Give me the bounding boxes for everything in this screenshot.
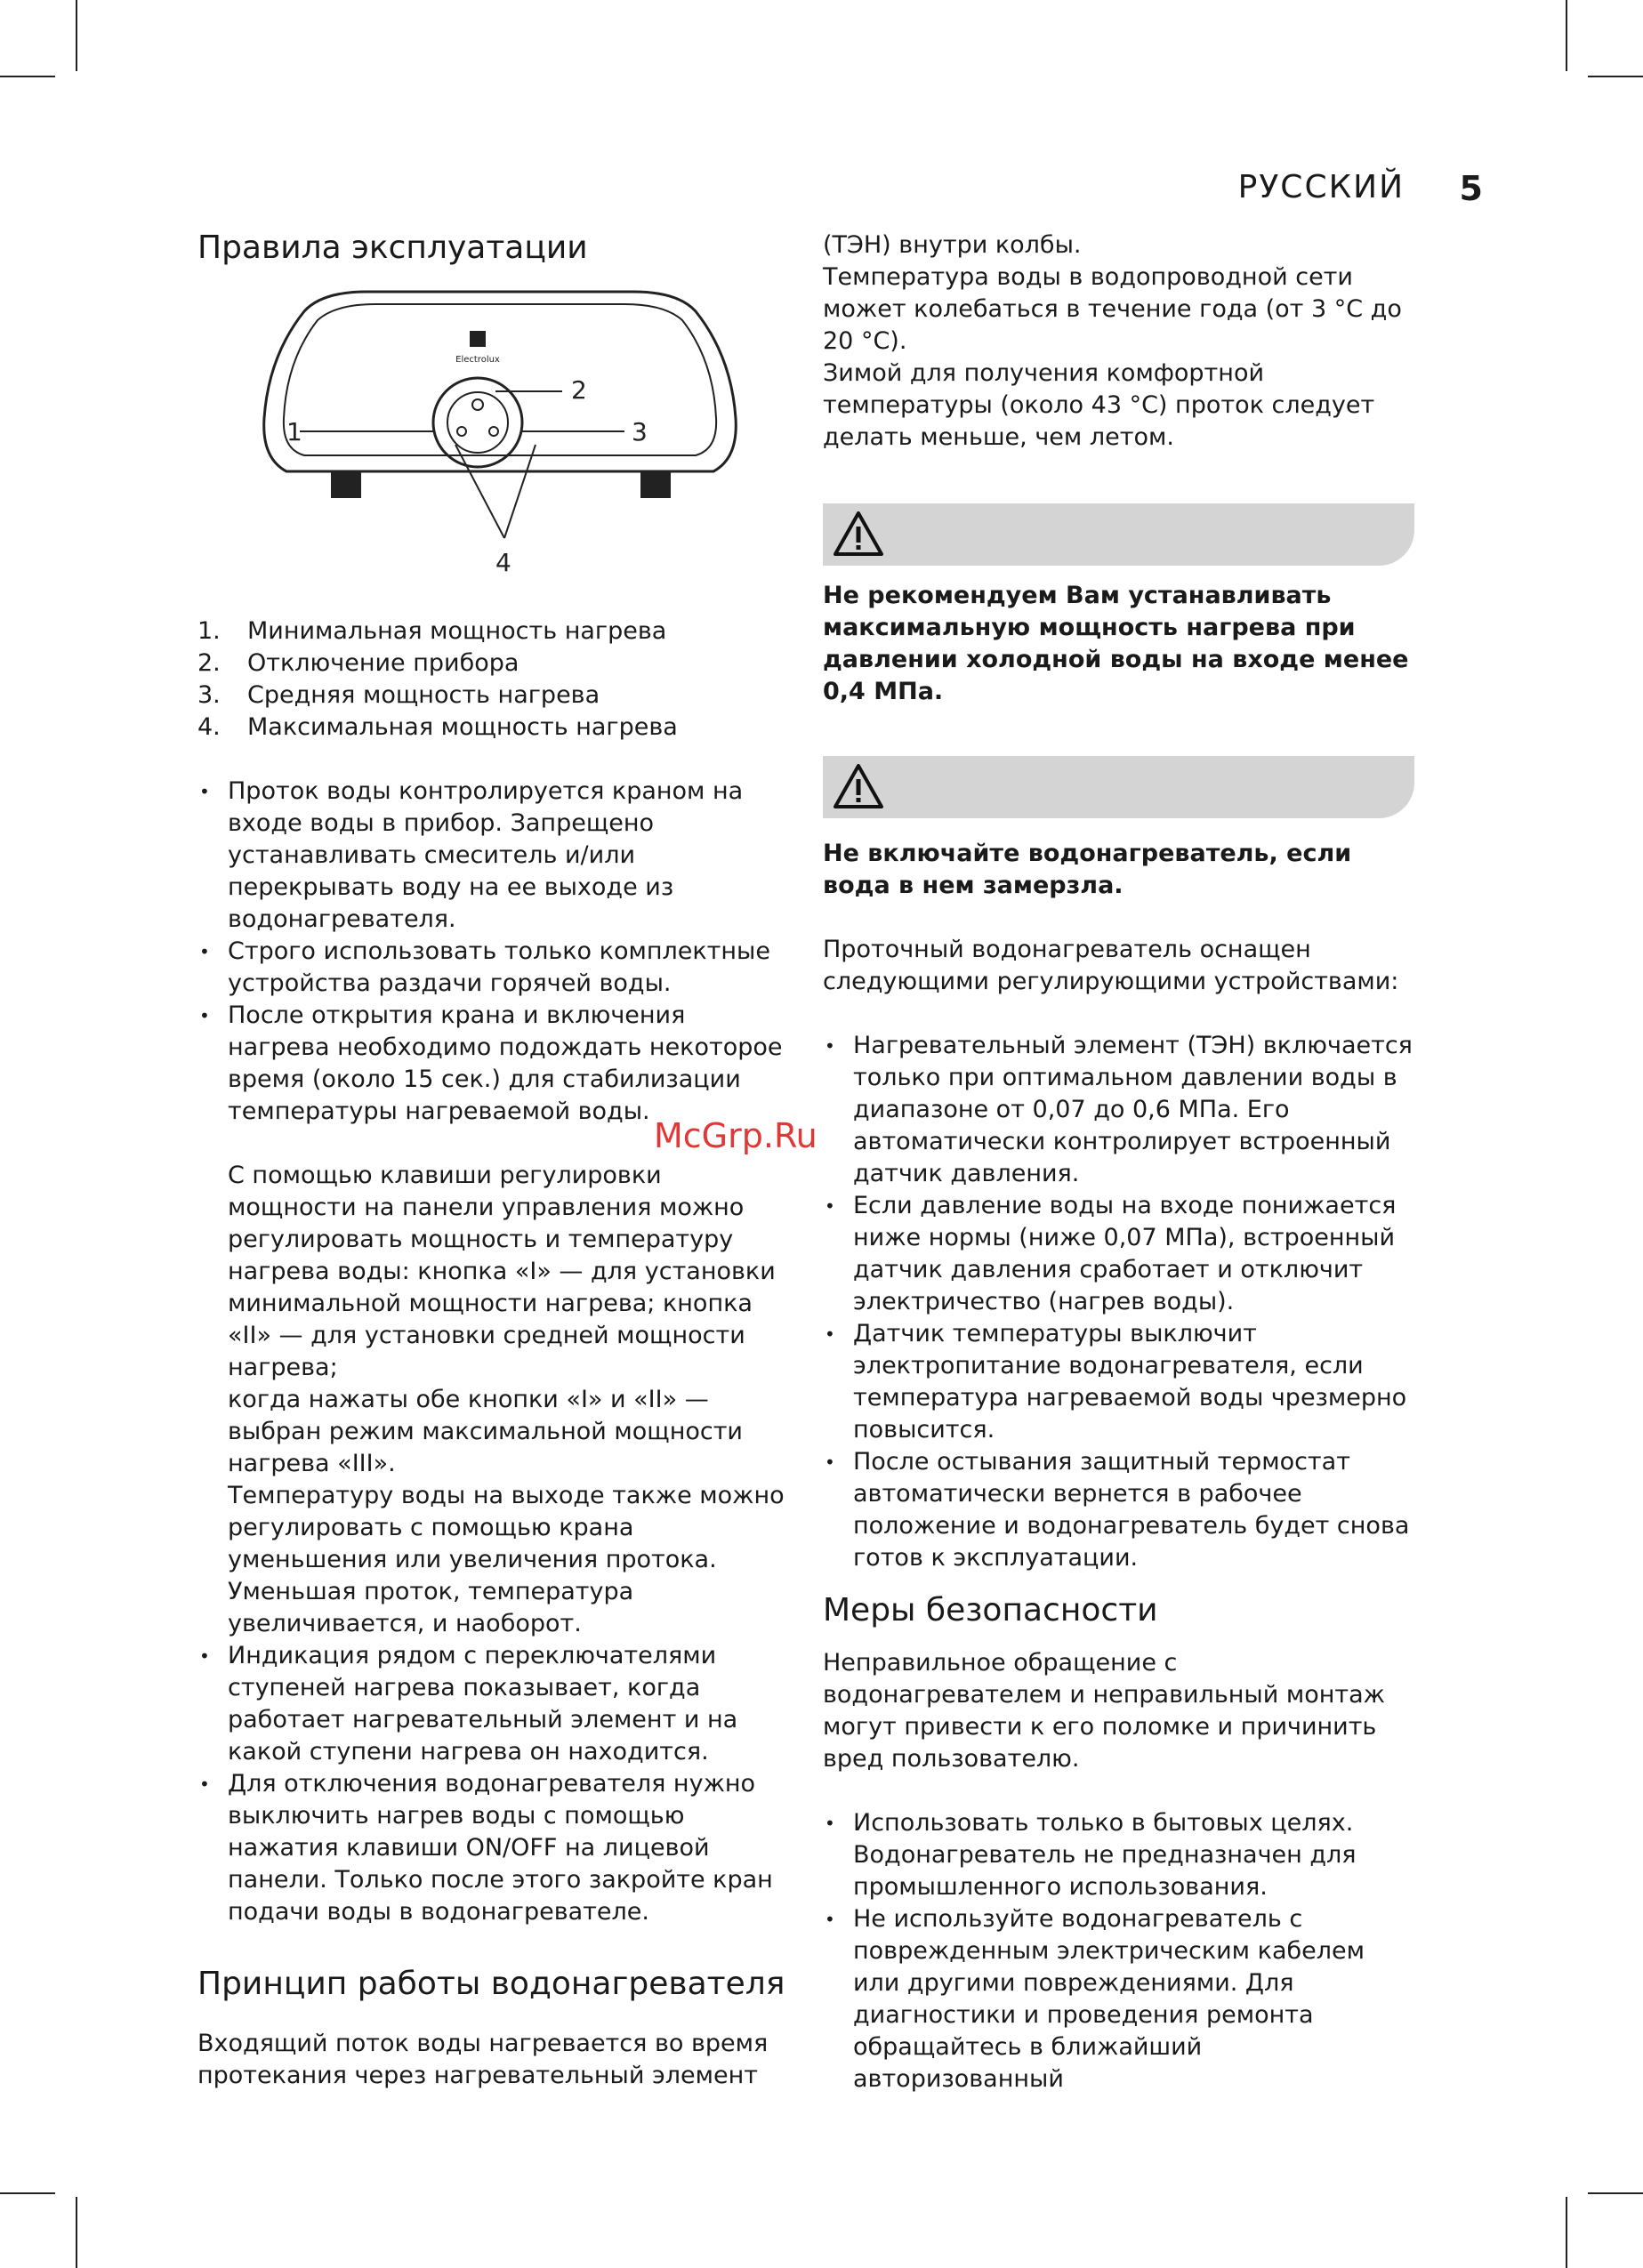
- paragraph: Температура воды в водопроводной сети может колебаться в течение года (от 3 °С до 20 °С).: [823, 263, 1402, 355]
- control-legend-list: [197, 615, 793, 744]
- crop-mark: [1566, 2197, 1567, 2268]
- crop-mark: [1588, 76, 1643, 77]
- watermark: McGrp.Ru: [654, 1116, 817, 1155]
- paragraph: Зимой для получения комфортной температуры (около 43 °С) проток следует делать меньше, чем летом.: [823, 359, 1375, 451]
- safety-paragraph: Неправильное обращение с водонагревателем и неправильный монтаж могут привести к его поломке и причинить вред пользователю.: [823, 1649, 1385, 1773]
- crop-mark: [76, 0, 77, 71]
- page-number: 5: [1459, 169, 1483, 208]
- list-item: • Для отключения водонагревателя нужно выключить нагрев воды с помощью нажатия клавиши ON/OFF на лицевой панели. Только после этого закройте кран подачи воды в водонагревателе.: [197, 1768, 793, 1928]
- list-item: • Проток воды контролируется краном на входе воды в прибор. Запрещено устанавливать смеситель и/или перекрывать воду на ее выходе из водонагревателя.: [197, 776, 793, 936]
- water-heater-drawing: [251, 285, 749, 587]
- callout-4: 4: [495, 548, 511, 577]
- warning-bar: [823, 503, 1414, 566]
- principle-paragraph: Входящий поток воды нагревается во время протекания через нагревательный элемент: [197, 2030, 769, 2089]
- list-item: • После открытия крана и включения нагрева необходимо подождать некоторое время (около 15 сек.) для стабилизации температуры нагреваемой воды. С помощью клавиши регулировки мощности на панели управления можно регулировать мощность и температуру нагрева воды: кнопка «I» — для установки минимальной мощности нагрева; кнопка «II» — для установки средней мощности нагрева; когда нажаты обе кнопки «I» и «II» — выбран режим максимальной мощности нагрева «III». Температуру воды на выходе также можно регулировать с помощью крана уменьшения или увеличения протока. Уменьшая проток, температура увеличивается, и наоборот.: [197, 1000, 793, 1640]
- callout-2: 2: [571, 375, 587, 405]
- list-item: 3. Средняя мощность нагрева: [197, 681, 600, 709]
- list-item: 2. Отключение прибора: [197, 649, 519, 677]
- operation-bullets: [197, 776, 793, 1928]
- list-item: • Датчик температуры выключит электропитание водонагревателя, если температура нагреваемой воды чрезмерно повысится.: [823, 1318, 1414, 1446]
- paragraph: (ТЭН) внутри колбы.: [823, 231, 1082, 259]
- section-title-safety: Меры безопасности: [823, 1592, 1158, 1629]
- callout-1: 1: [286, 417, 302, 446]
- safety-bullets: [823, 1807, 1414, 2095]
- list-item: 4. Максимальная мощность нагрева: [197, 713, 678, 741]
- list-item: • Если давление воды на входе понижается ниже нормы (ниже 0,07 МПа), встроенный датчик давления сработает и отключит электричество (нагрев воды).: [823, 1190, 1414, 1318]
- callout-3: 3: [632, 417, 648, 446]
- crop-mark: [0, 76, 55, 77]
- warning-icon: [832, 761, 885, 811]
- list-item: • Индикация рядом с переключателями ступеней нагрева показывает, когда работает нагревательный элемент и на какой ступени нагрева он находится.: [197, 1640, 793, 1768]
- power-adjust-text: когда нажаты обе кнопки «I» и «II» — выбран режим максимальной мощности нагрева «III».: [228, 1386, 743, 1477]
- section-title-principle: Принцип работы водонагревателя: [197, 1966, 785, 2002]
- paragraph: Проточный водонагреватель оснащен следующими регулирующими устройствами:: [823, 936, 1399, 995]
- power-adjust-text: С помощью клавиши регулировки мощности на панели управления можно регулировать мощность и температуру нагрева воды: кнопка «I» — для установки минимальной мощности нагрева; кнопка «II» — для установки средней мощности нагрева;: [228, 1162, 776, 1381]
- power-adjust-text: Температуру воды на выходе также можно регулировать с помощью крана уменьшения или увеличения протока. Уменьшая проток, температура увеличивается, и наоборот.: [228, 1482, 785, 1637]
- list-item: • Нагревательный элемент (ТЭН) включается только при оптимальном давлении воды в диапазоне от 0,07 до 0,6 МПа. Его автоматически контролирует встроенный датчик давления.: [823, 1030, 1414, 1190]
- regulation-bullets: [823, 1030, 1414, 1574]
- warning-icon: [832, 509, 885, 559]
- crop-mark: [1588, 2192, 1643, 2194]
- list-item: 1. Минимальная мощность нагрева: [197, 617, 667, 645]
- section-title-operation: Правила эксплуатации: [197, 229, 588, 266]
- list-item: • Строго использовать только комплектные устройства раздачи горячей воды.: [197, 936, 793, 1000]
- header-language: РУССКИЙ: [1237, 169, 1405, 205]
- warning-bar: [823, 756, 1414, 818]
- left-column: [197, 231, 793, 2092]
- warning-text: Не включайте водонагреватель, если вода в нем замерзла.: [823, 840, 1352, 899]
- crop-mark: [76, 2197, 77, 2268]
- list-item: • Использовать только в бытовых целях. Водонагреватель не предназначен для промышленного использования.: [823, 1807, 1414, 1903]
- crop-mark: [0, 2192, 55, 2194]
- warning-text: Не рекомендуем Вам устанавливать максимальную мощность нагрева при давлении холодной воды на входе менее 0,4 МПа.: [823, 582, 1409, 705]
- crop-mark: [1566, 0, 1567, 71]
- list-item: • Не используйте водонагреватель с поврежденным электрическим кабелем или другими повреждениями. Для диагностики и проведения ремонта обращайтесь в ближайший авторизованный: [823, 1903, 1414, 2095]
- logo-text: Electrolux: [455, 355, 500, 365]
- right-column: [823, 229, 1414, 2095]
- water-heater-figure: [251, 285, 749, 587]
- list-item: • После остывания защитный термостат автоматически вернется в рабочее положение и водонагреватель будет снова готов к эксплуатации.: [823, 1446, 1414, 1574]
